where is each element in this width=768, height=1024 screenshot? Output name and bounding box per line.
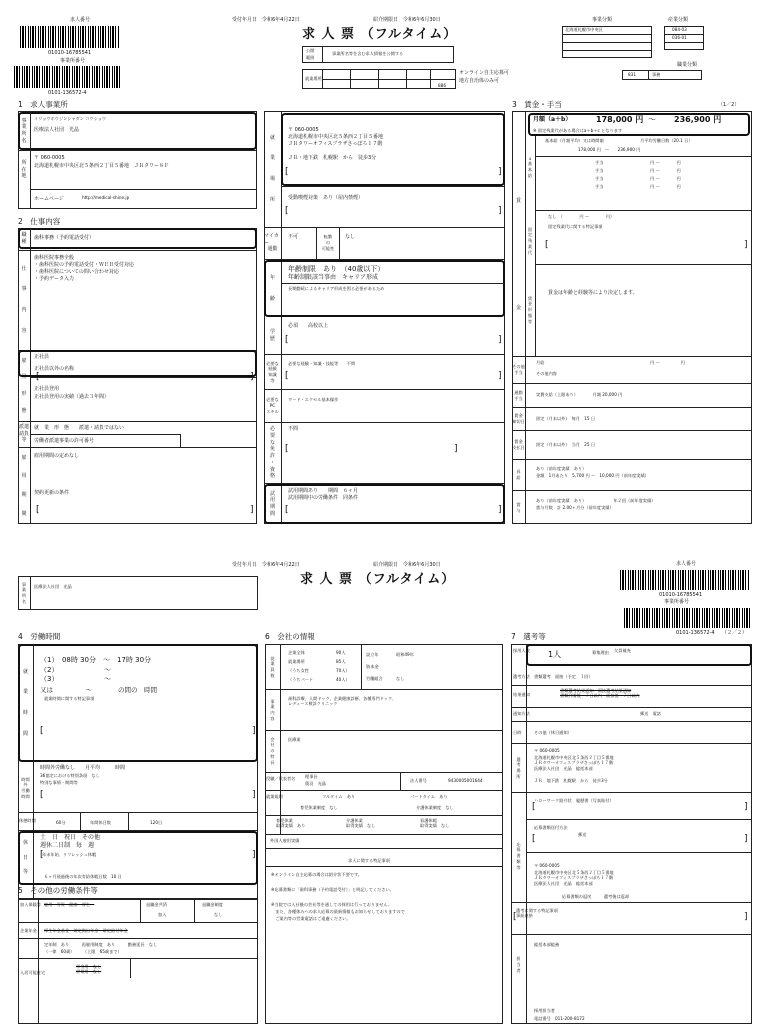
kikan-label: 雇 用 期 間 [21, 454, 27, 517]
kikan-value: 雇用期間の定めなし [34, 453, 80, 459]
emp-company: 企業全体 [288, 650, 305, 655]
shokugyo-text: 事務 [652, 72, 661, 77]
note-4: ご案内等の営業電話はご遠慮ください。 [271, 916, 351, 921]
ot-label: 時間 外 労働 時間 [21, 776, 30, 799]
shuugyou-part: パートタイム あり [410, 794, 448, 799]
haken-label: 派遣 請負 等 [18, 423, 29, 444]
age-label: 年 齢 [269, 275, 275, 302]
kigyo-label: 企業年金 [20, 928, 37, 933]
ikuji-ex: 育児休業 取得実績 あり [276, 818, 306, 829]
shift-or: 又は ～ の間の 時間 [40, 686, 157, 694]
company-zip: 〒 060-0005 [34, 155, 65, 161]
base-avg: 月平均労働日数（20.1 日） [640, 138, 693, 143]
method-label: 選考方法 [513, 674, 530, 679]
allowance-2-v: 円 ～ 円 [650, 176, 681, 181]
emp-site-v: 85人 [336, 659, 346, 664]
feature-label: 会 社 の 特 長 [270, 736, 275, 765]
address-label: 所 在 地 [21, 159, 27, 180]
break-value: 60分 [56, 820, 66, 825]
p2-kyujin-label: 求人番号 [676, 561, 697, 567]
jichitai-label: 地方自治体のみ可 [459, 78, 500, 84]
corp-no-label: 法人番号 [410, 778, 427, 783]
section-7-title: 7 選考等 [511, 632, 546, 641]
break-label: 休憩時間 [19, 818, 36, 823]
notify-value: 郵送 電話 [640, 711, 661, 716]
jigyosho-number: 0101-136572-4 [48, 90, 87, 96]
contact-label: 担 当 者 [516, 956, 521, 973]
taishokukin-label: 退職金制度 [202, 902, 223, 907]
shuugyou-label: 就業規則 [266, 794, 283, 799]
method-value: 書類選考 面接（予定 １回） [534, 674, 593, 679]
teinen-value: 定年制 あり 再雇用制度 あり 勤務延長 なし [44, 942, 158, 947]
date-value: その他（休日通知） [534, 730, 572, 735]
name-label: 事 業 所 名 [21, 117, 27, 144]
count-value: 1人 [548, 650, 562, 659]
kigyo-value: 厚生年金基金 確定拠出年金 確定給付年金 [44, 928, 128, 933]
holiday-note: 年末年始、リフレッシュ休暇 [42, 852, 97, 857]
fixed-ot-note: 固定残業代に関する特記事項 [548, 224, 603, 229]
p2-company-label: 事 業 所 名 [21, 581, 27, 604]
feature-value: 医療業 [288, 737, 301, 742]
transfer-value: なし [345, 234, 356, 240]
section-5-title: 5 その他の労働条件等 [18, 886, 98, 895]
kango-ex: 看護休暇 取得実績 なし [420, 818, 450, 829]
jigyosho-number-label: 事業所番号 [60, 58, 86, 64]
business-value: 歯科診療、人間ドック、企業健康診断、各種専門ドック、 レディース検診クリニック [288, 696, 397, 707]
p2-jigyosho-number: 0101-136572-4 [676, 630, 715, 636]
holiday-value: 土 日 祝日 その他 [40, 834, 101, 841]
rep-label: 役職／代表者名 [266, 776, 296, 781]
place-label: 選 考 場 所 [516, 756, 521, 779]
place-access: ＪＲ 地下鉄 札幌駅 から 徒歩3分 [534, 778, 608, 783]
nyukyo-value: 単身用 なし 世帯用 なし [76, 964, 102, 975]
kyujin-number: 01010-16785541 [48, 50, 92, 56]
apply-send-value: 郵送 [578, 832, 587, 837]
kokai-label: 公開 [306, 48, 315, 53]
pay-note: 賃金は年齢と経験等により決定します。 [548, 290, 638, 296]
kaigo: 介護休業制度 なし [416, 805, 454, 810]
apply-addr-zip: 〒 060-0005 [534, 863, 560, 868]
p2-jigyosho-label: 事業所番号 [664, 599, 690, 605]
rep-name: 奥羽 光晶 [305, 781, 326, 786]
section-4-title: 4 労働時間 [18, 632, 61, 641]
capital-label: 資本金 [366, 664, 379, 669]
business-label: 事 業 内 容 [270, 698, 275, 721]
sangyo-2: 036-01 [672, 35, 687, 40]
contact-tel: 電話番号 011-200-8172 [534, 1016, 585, 1021]
raise-value: あり（前年度実績 あり） 金額 1月あたり 5,700 円 ～ 10,000 円（前年度実績） [536, 466, 649, 478]
result-value: 書類選考結果通知 面接選考結果通知 書類到着後 ７日以内 面接後 ７日以内 [560, 688, 640, 699]
emp-site: 就業場所 [288, 659, 305, 664]
koyo-sub: 正社員以外の名称 [34, 366, 75, 372]
section-1-title: 1 求人事業所 [18, 100, 68, 109]
p2-company-box [18, 576, 258, 610]
apply-label: 応 募 書 類 等 [516, 841, 521, 870]
jigyosho-barcode [14, 66, 122, 88]
pc-value: ワード・エクセル基本操作 [288, 397, 339, 402]
kihon-label: ａ 基 本 給 [527, 155, 533, 178]
ot-value: 時間外労働なし 月平均 時間 [40, 765, 126, 771]
pc-label: 必要な PC スキル [266, 397, 279, 414]
annual-label: 年間休日数 [90, 820, 111, 825]
shokushu-label: 職 種 [21, 231, 27, 245]
allowance-1: 手当 [595, 168, 604, 173]
annual-value: 120日 [150, 820, 163, 825]
taishokukin-value: なし [214, 912, 223, 917]
apply-addr: 北海道札幌市中央区北５条西２丁目５番地 ＪＲタワーオフィスプラザさっぽろ１７階 医療法人社団 光晶 総括本部 [534, 870, 614, 886]
chingin-label: 賃 金 [515, 198, 521, 311]
sangyo-1: 084-03 [672, 27, 687, 32]
exp-label: 必要な 経験 知識 等 [266, 360, 279, 383]
tokyo-sub: 正社員登用の実績（過去３年間） [34, 394, 110, 400]
pay-label: 賃 金 形 態 等 [527, 295, 533, 324]
emp-women-v: 70人） [336, 668, 350, 673]
shift-3: （3） ～ [40, 675, 111, 683]
homepage-label: ホームページ [34, 196, 64, 202]
apply-return: 応募書類の返戻 選考後は返却 [562, 894, 630, 899]
monthly-tilde: ～ [648, 115, 656, 124]
allowance-2: 手当 [595, 176, 604, 181]
apply-doc: ハローワーク紹介状 履歴書（写真貼付） [534, 798, 614, 803]
keiyaku-label: 契約更新の条件 [34, 490, 70, 496]
raise-label: 昇 給 [516, 469, 521, 480]
fixed-ot-label: 固 定 残 業 代 [527, 226, 533, 255]
foreign-label: 外国人雇用実績 [270, 838, 300, 843]
haken-items: 就 業 形 態 派遣・請負ではない [34, 425, 125, 431]
count-label: 採用人数 [513, 648, 530, 653]
sonota-label: その他 手当 [512, 364, 525, 375]
allowance-3: 手当 [595, 184, 604, 189]
payday-value: 固定（月末以外） 当月 25 日 [536, 442, 596, 447]
age-sub: 長期勤続によるキャリア形成を図る必要があるため [288, 286, 385, 291]
shift-special: 就業時間に関する特記事項 [44, 696, 95, 701]
commute-value: 実費支給（上限あり） 月額 20,000 円 [536, 392, 623, 397]
homepage-link[interactable]: http://medical-shine.jp [82, 195, 130, 200]
age-value: 年齢制限 あり （40歳以下） [288, 265, 385, 273]
reason-value: 欠員補充 [614, 648, 631, 653]
section-3-title: 3 賃金・手当 [512, 100, 562, 109]
trial-label: 試 用 期 間 [269, 490, 275, 517]
ot-36: 36協定における特別条項 なし [40, 773, 100, 778]
contact-name: 採用担当者 [534, 1008, 555, 1013]
monthly-min: 178,000 円 [596, 115, 644, 124]
kokai-value: 事業所名等を含む求人情報を公開する [332, 51, 404, 56]
age-reason: 年齢制限該当事由 キャリア形成 [288, 274, 379, 281]
founded-value: 昭和49年 [396, 652, 414, 657]
place-zip: 〒 060-0005 [534, 748, 560, 753]
nyukyo-label: 入居可能住宅 [20, 970, 46, 975]
edu-label: 学 歴 [269, 329, 275, 342]
page-1: 求人番号 01010-16785541 事業所番号 0101-136572-4 受付年月日 令和6年4月22日 紹介期限日 令和6年6月30日 求 人 票 （フルタイム） 公開 範囲 事業所名等を含む求人情報を公開する 就業場所 886 オンライン自主応募可 地方自治体のみ可 事業分類 産業分類 北海道札幌市中央区 084-03 036-01 職業分類 831 事務 1 求人事業所 事 業 所 名 イリョウホウジンシャダン コウショウ 医療法人社団 光晶 所 在 地 〒 060-0005 北海道札幌市中央区北５条西２丁目５番地 ＪＲタワー８Ｆ ホームページ http://medical-shine.jp 2 仕事内容 職 種 歯科事務（予約電話受付） 仕 事 内 容 歯科医院事務全般 ・歯科医院の予約電話受付・ＷＥＢ受付対応 ・歯科医院についての問い合わせ対応 ・予約データ入力 雇 用 形 態 正社員 正社員以外の名称 [ ] 正社員登用 正社員登用の実績（過去３年間） 派遣 請負 等 就 業 形 態 派遣・請負ではない 労働者派遣事業の許可番号 雇 用 期 間 雇用期間の定めなし 契約更新の条件 [ ] 就 業 場 所 〒 060-0005 北海道札幌市中央区北５条西２丁目５番地 ＪＲタワーオフィスプラザさっぽろ１７階 ＪＲ・地下鉄 札幌駅 から 徒歩3分 [ ] 受動喫煙対策 あり（屋内禁煙） [ ] マイカー 通勤 不可 転勤 の 可能性 なし 年 齢 年齢制限 あり （40歳以下） 年齢制限該当事由 キャリア形成 長期勤続によるキャリア形成を図る必要があるため 学 歴 必須 高校以上 [ ] 必要な 経験 知識 等 必要な経験・知識・技能等 不問 [ ] 必要な PC スキル ワード・エクセル基本操作 必 要 な 免 許 ・ 資 格 不問 [ ] 試 用 期 間 試用期間あり 期間 ６ヶ月 試用期間中の労働条件 同条件 [ ] 3 賃金・手当 （1／2） 月額（a＋b） 178,000 円 ～ 236,900 円 ※ 固定残業代がある場合はa＋b＋c となります 賃 金 ａ 基 本 給 基本給（月額平均）又は時間額 月平均労働日数（20.1 日） 178,000 円 ～ 236,900 円 手当 円 ～ 円 手当 円 ～ 円 手当 円 ～ 円 手当 円 ～ 円 固 定 残 業 代 なし （ 円 ～ 円） 固定残業代に関する特記事項 [ ] 賃 金 形 態 等 賃金は年齢と経験等により決定します。 月給 円 ～ 円 その他内容 その他 手当 通勤 手当 実費支給（上限あり） 月額 20,000 円 賃金 締切日 固定（月末以外） 毎月 15 日 賃金 支払日 固定（月末以外） 当月 25 日 昇 給 あり（前年度実績 あり） 金額 1月あたり 5,700 円 ～ 10,000 円（前年度実績） 賞 与 あり（前年度実績 あり） 年２回（前年度実績） 賞与月数 計 2.00ヶ月分（前年度実績） [0, 0, 768, 530]
kyujin-barcode [20, 26, 120, 48]
naiyo-label: 仕 事 内 容 [21, 265, 27, 334]
uketsuke-date: 令和6年4月22日 [262, 17, 300, 23]
bonus-label: 賞 与 [516, 501, 521, 513]
date-label: 日時 [513, 730, 522, 735]
haken-kyoka: 労働者派遣事業の許可番号 [34, 438, 95, 444]
p2-page: （２／２） [722, 630, 748, 636]
taishoku-label: 退職金共済 [146, 902, 167, 907]
note-3: また、各種休みへの求人応募の最新情報もお知らせしておりますので [271, 909, 405, 914]
base-label: 基本給（月額平均）又は時間額 [545, 138, 604, 143]
reason-label: 募集理由 [592, 650, 609, 655]
p2-title: 求 人 票 （フルタイム） [300, 572, 456, 587]
emp-label: 従 業 員 数 [270, 655, 275, 678]
trial-cond: 試用期間中の労働条件 同条件 [288, 495, 359, 501]
daikuukan-label: 事業分類 [592, 17, 613, 23]
holiday-label: 休 日 等 [22, 839, 28, 876]
work-place-zip: 〒 060-0005 [288, 127, 319, 133]
work-place-label: 就 業 場 所 [269, 134, 275, 203]
contact-dept: 総括本部総務 [534, 942, 560, 947]
region-text: 北海道札幌市中央区 [565, 27, 603, 32]
edu-value: 必須 高校以上 [288, 323, 329, 329]
p2-company: 医療法人社団 光晶 [34, 584, 72, 589]
teinen-sub: （一律 60歳） （上限 65歳まで） [44, 949, 122, 954]
kaigo-ex: 介護休業 取得実績 なし [346, 818, 376, 829]
shokugyo-code: 831 [628, 72, 636, 77]
company-kana: イリョウホウジンシャダン コウショウ [34, 116, 107, 121]
allowance-0: 手当 [595, 160, 604, 165]
allowance-0-v: 円 ～ 円 [650, 160, 681, 165]
car-label: マイカー 通勤 [264, 232, 279, 253]
union-label: 労働組合 [366, 676, 383, 681]
sangyo-label: 産業分類 [668, 17, 689, 23]
page-title: 求 人 票 （フルタイム） [302, 27, 458, 42]
result-label: 結果通知 [513, 692, 530, 697]
koyo-label: 雇 用 形 態 [21, 357, 27, 414]
section-3-page: （1／2） [718, 102, 740, 108]
p2-shokai: 紹介期限日 令和6年6月30日 [373, 562, 441, 568]
monthly-max: 236,900 円 [674, 115, 722, 124]
apply-send: 応募書類送付方法 [534, 825, 568, 830]
section-7-frame [511, 644, 752, 1024]
rep-role: 理事長 [305, 774, 318, 779]
license-value: 不問 [288, 426, 299, 432]
company-address: 北海道札幌市中央区北５条西２丁目５番地 ＪＲタワー８Ｆ [34, 163, 170, 169]
paid-leave: ６ヶ月経過後の年次有給休暇日数 10 日 [44, 874, 122, 879]
emp-part-v: 40人） [336, 677, 350, 682]
hourly-label: 月給 [536, 360, 545, 365]
p2-uketsuke: 受付年月日 令和6年4月22日 [232, 562, 300, 568]
note-1: ※応募書類に「歯科事務（予約電話受付）」と明記してください。 [271, 887, 394, 892]
work-place-access: ＪＲ・地下鉄 札幌駅 から 徒歩3分 [288, 155, 377, 161]
ins-label: 加入保険等 [20, 902, 41, 907]
section-3-frame [512, 111, 752, 524]
monthly-note: ※ 固定残業代がある場合はa＋b＋c となります [533, 128, 623, 133]
tokyo-label: 正社員登用 [34, 386, 60, 392]
note-2: ※当院では入社後の会社等を通しての採用は行っておりません。 [271, 902, 393, 907]
notify-label: 通知方法 [513, 711, 530, 716]
p2-jigyosho-barcode [624, 608, 750, 628]
emp-women: （うち女性 [288, 668, 309, 673]
holiday-week: 週休二日制 毎 週 [40, 842, 95, 849]
judo-value: 受動喫煙対策 あり（屋内禁煙） [288, 195, 364, 201]
section-6-title: 6 会社の情報 [265, 632, 315, 641]
corp-no: 9430005001644 [448, 778, 483, 783]
note-0: ※オンライン自主応募の場合は紹介状不要です。 [271, 872, 362, 877]
monthly-label: 月額（a＋b） [533, 116, 572, 123]
p2-kyujin-barcode [620, 570, 750, 590]
exp-value: 必要な経験・知識・技能等 不問 [288, 361, 356, 366]
closing-label: 賃金 締切日 [512, 413, 525, 424]
shokai-date: 令和6年6月30日 [403, 17, 441, 23]
page-2: 受付年月日 令和6年4月22日 紹介期限日 令和6年6月30日 求 人 票 （フルタイム） 事 業 所 名 医療法人社団 光晶 求人番号 01010-16785541 事業所番号 0101-136572-4 （２／２） 4 労働時間 就 業 時 間 （1） 08時 30分 ～ 17時 30分 （2） ～ （3） ～ 又は ～ の間の 時間 就業時間に関する特記事項 [ ] 時間 外 労働 時間 時間外労働なし 月平均 時間 36協定における特別条項 なし 特別な事情・期間等 [ ] 休憩時間 60分 年間休日数 120日 休 日 等 土 日 祝日 その他 週休二日制 毎 週 年末年始、リフレッシュ休暇 [ ] ６ヶ月経過後の年次有給休暇日数 10 日 5 その他の労働条件等 加入保険等 雇用 労災 健康 厚生 退職金共済 加入 退職金制度 なし 企業年金 厚生年金基金 確定拠出年金 確定給付年金 定年制 あり 再雇用制度 あり 勤務延長 なし （一律 60歳） （上限 65歳まで） 入居可能住宅 単身用 なし 世帯用 なし 6 会社の情報 従 業 員 数 企業全体 90人 就業場所 85人 （うち女性 70人） （うちパート 40人） 設立年 昭和49年 資本金 労働組合 なし 事 業 内 容 歯科診療、人間ドック、企業健康診断、各種専門ドック、 レディース検診クリニック 会 社 の 特 長 医療業 役職／代表者名 理事長 奥羽 光晶 法人番号 9430005001644 就業規則 フルタイム あり パートタイム あり 育児休業制度 なし 介護休業制度 なし 育児休業 取得実績 あり 介護休業 取得実績 なし 看護休暇 取得実績 なし 外国人雇用実績 求人に関する特記事項 ※オンライン自主応募の場合は紹介状不要です。 ※応募書類に「歯科事務（予約電話受付）」と明記してください。 ※当院では入社後の会社等を通しての採用は行っておりません。 また、各種休みへの求人応募の最新情報もお知らせしておりますので ご案内等の営業電話はご遠慮ください。 7 選考等 採用人数 1人 募集理由 欠員補充 選考方法 書類選考 面接（予定 １回） 結果通知 書類選考結果通知 面接選考結果通知 書類到着後 ７日以内 面接後 ７日以内 通知方法 郵送 電話 日時 その他（休日通知） 選 考 場 所 〒 060-0005 北海道札幌市中央区北５条西２丁目５番地 ＪＲタワーオフィスプラザさっぽろ１７階 医療法人社団 光晶 総括本部 ＪＲ 地下鉄 札幌駅 から 徒歩3分 応 募 書 類 等 ハローワーク紹介状 履歴書（写真貼付） [ ] 応募書類送付方法 郵送 [ ] 〒 060-0005 北海道札幌市中央区北５条西２丁目５番地 ＪＲタワーオフィスプラザさっぽろ１７階 医療法人社団 光晶 総括本部 応募書類の返戻 選考後は返却 選考に関する特記事項 事前連絡 [ ] 担 当 者 総括本部総務 採用担当者 電話番号 011-200-8172 [0, 556, 768, 1024]
allowance-3-v: 円 ～ 円 [650, 184, 681, 189]
section-2-title: 2 仕事内容 [18, 217, 61, 226]
emp-part: （うちパート [288, 677, 314, 682]
ins-value: 雇用 労災 健康 厚生 [44, 902, 95, 907]
shokugyo-label: 職業分類 [677, 62, 698, 68]
shift-2: （2） ～ [40, 666, 111, 674]
p2-kyujin-number: 01010-16785541 [659, 592, 703, 598]
ikuji: 育児休業制度 なし [300, 805, 338, 810]
shift-label: 就 業 時 間 [22, 668, 28, 737]
commute-label: 通勤 手当 [514, 389, 523, 401]
license-label: 必 要 な 免 許 ・ 資 格 [269, 426, 275, 480]
shift-1: （1） 08時 30分 ～ 17時 30分 [40, 656, 152, 664]
shokai-label: 紹介期限日 [373, 17, 399, 23]
shokushu-value: 歯科事務（予約電話受付） [34, 235, 95, 241]
shuugyou-full: フルタイム あり [322, 794, 356, 799]
car-value: 不可 [288, 234, 299, 240]
kokai-label-2: 範囲 [306, 55, 315, 60]
special-value: 選考に関する特記事項 事前連絡 [516, 908, 558, 919]
work-place-addr1: 北海道札幌市中央区北５条西２丁目５番地 [288, 134, 384, 140]
naiyo-value: 歯科医院事務全般 ・歯科医院の予約電話受付・ＷＥＢ受付対応 ・歯科医院についての問い合わせ対応 ・予約データ入力 [34, 255, 135, 282]
place-addr: 北海道札幌市中央区北５条西２丁目５番地 ＪＲタワーオフィスプラザさっぽろ１７階 医療法人社団 光晶 総括本部 [534, 755, 614, 771]
emp-company-v: 90人 [336, 650, 346, 655]
koyo-value: 正社員 [34, 354, 50, 360]
hourly-range: 円 ～ 円 [650, 360, 685, 365]
online-label: オンライン自主応募可 [459, 70, 509, 76]
base-value: 178,000 円 ～ 236,900 円 [578, 147, 641, 152]
fixed-ot: なし （ 円 ～ 円） [548, 214, 615, 219]
notes-title: 求人に関する特記事項 [348, 858, 390, 863]
closing-value: 固定（月末以外） 毎月 15 日 [536, 416, 596, 421]
work-place-box [281, 113, 505, 186]
bonus-value: あり（前年度実績 あり） 年２回（前年度実績） 賞与月数 計 2.00ヶ月分（前年度実績） [536, 498, 656, 510]
taishoku-value: 加入 [158, 912, 167, 917]
founded-label: 設立年 [366, 652, 379, 657]
payday-label: 賃金 支払日 [512, 439, 525, 450]
koyo-box [18, 350, 257, 377]
allowance-1-v: 円 ～ 円 [650, 168, 681, 173]
kyujin-number-label: 求人番号 [70, 17, 91, 23]
company-name: 医療法人社団 光晶 [34, 127, 80, 133]
uketsuke-label: 受付年月日 [232, 17, 258, 23]
shugyo-code-label: 就業場所 [305, 76, 322, 81]
work-place-addr2: ＪＲタワーオフィスプラザさっぽろ１７階 [288, 141, 383, 147]
trial-value: 試用期間あり 期間 ６ヶ月 [288, 488, 359, 494]
other-label: その他内容 [536, 371, 557, 376]
ot-special: 特別な事情・期間等 [40, 780, 78, 785]
transfer-label: 転勤 の 可能性 [321, 234, 335, 251]
union-value: なし [396, 676, 405, 681]
num-886: 886 [438, 83, 446, 88]
